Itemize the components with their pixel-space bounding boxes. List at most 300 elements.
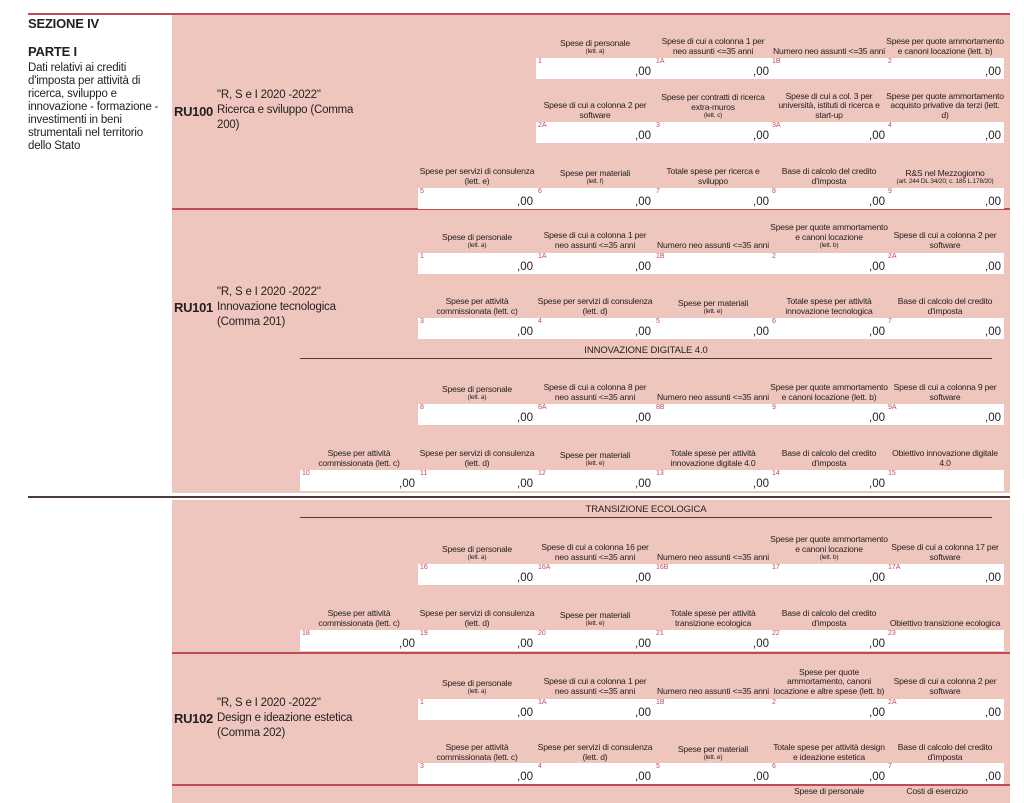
field-label-ru100-fields-4	[536, 86, 654, 120]
input-field-ru101-fields-5[interactable]	[418, 318, 536, 339]
input-field-ru102-fields-2[interactable]	[654, 699, 772, 720]
field-number: 1	[420, 253, 424, 260]
field-label-ru101-eco-fields-2	[654, 520, 772, 562]
input-field-ru101-digital-fields-8[interactable]	[654, 470, 772, 491]
input-field-ru102-fields-9[interactable]	[886, 763, 1004, 784]
field-value: ,00	[869, 326, 885, 338]
field-number: 3	[656, 122, 660, 129]
field-label-sub: (lett. a)	[467, 242, 487, 249]
field-label-ru101-fields-3	[770, 212, 888, 250]
field-value: ,00	[635, 638, 651, 650]
section-description: Dati relativi ai crediti d'imposta per attività di ricerca, sviluppo e innovazione - formazione - investimenti in beni strumentali nel territorio dello Stato	[28, 62, 159, 152]
field-value: ,00	[753, 771, 769, 783]
field-label-text: Spese di cui a col. 3 per università, istituti di ricerca e start-up	[778, 90, 880, 120]
field-number: 18	[302, 630, 310, 637]
field-label-ru102-fields-5	[418, 726, 536, 762]
field-number: 16	[420, 564, 428, 571]
input-field-ru101-digital-fields-3[interactable]	[770, 404, 888, 425]
field-label-text: Spese per servizi di consulenza (lett. d)	[537, 742, 653, 762]
input-field-ru100-fields-12[interactable]	[886, 188, 1004, 209]
field-label-ru102-fields-2	[654, 656, 772, 696]
field-number: 4	[888, 122, 892, 129]
field-label-text: Spese per quote ammortamento acquisto privative da terzi (lett. d)	[886, 90, 1004, 120]
field-label-text: Spese di cui a colonna 17 per software	[891, 542, 999, 562]
field-label-sub: (lett. a)	[467, 394, 487, 401]
field-label-text: Spese di personale	[442, 383, 512, 394]
field-value: ,00	[517, 638, 533, 650]
field-value: ,00	[635, 707, 651, 719]
field-label-ru101-digital-fields-6	[418, 432, 536, 468]
field-label-text: Base di calcolo del credito d'imposta	[781, 448, 877, 468]
field-label-text: Numero neo assunti <=35 anni	[657, 551, 769, 562]
field-label-ru101-eco-fields-5	[300, 592, 418, 628]
field-number: 2	[772, 253, 776, 260]
field-label-text: Spese per contratti di ricerca extra-muros	[661, 92, 765, 112]
field-label-text: Spese per attività commissionata (lett. c)	[436, 742, 518, 762]
field-label-sub: (lett. e)	[585, 620, 605, 627]
field-label-ru101-eco-fields-0	[418, 520, 536, 562]
input-field-ru102-fields-8[interactable]	[770, 763, 888, 784]
field-number: 2A	[888, 253, 897, 260]
field-value: ,00	[985, 771, 1001, 783]
field-number: 22	[772, 630, 780, 637]
input-field-ru101-fields-4[interactable]	[886, 253, 1004, 274]
field-label-ru100-fields-8	[418, 150, 536, 186]
input-field-ru101-fields-3[interactable]	[770, 253, 888, 274]
row-code-ru102: RU102	[174, 711, 213, 726]
input-field-ru100-fields-1[interactable]	[654, 58, 772, 79]
field-label-ru101-digital-fields-2	[654, 364, 772, 402]
field-number: 21	[656, 630, 664, 637]
field-label-text: Spese di personale	[442, 543, 512, 554]
input-field-ru101-digital-fields-9[interactable]	[770, 470, 888, 491]
input-field-ru101-digital-fields-2[interactable]	[654, 404, 772, 425]
field-label-ru101-digital-fields-7	[536, 432, 654, 468]
field-label-ru101-fields-9	[886, 282, 1004, 316]
input-field-ru100-fields-7[interactable]	[886, 122, 1004, 143]
field-label-ru101-digital-fields-1	[536, 364, 654, 402]
field-number: 3A	[772, 122, 781, 129]
field-number: 2A	[538, 122, 547, 129]
next-label-esercizio: Costi di esercizio	[906, 785, 968, 796]
input-field-ru100-fields-11[interactable]	[770, 188, 888, 209]
field-label-ru102-fields-8	[770, 726, 888, 762]
field-label-ru102-fields-3	[770, 656, 888, 696]
field-value: ,00	[869, 707, 885, 719]
field-label-text: Spese di cui a colonna 2 per software	[543, 100, 647, 120]
input-field-ru101-fields-9[interactable]	[886, 318, 1004, 339]
field-value: ,00	[753, 478, 769, 490]
field-label-ru101-fields-5	[418, 282, 536, 316]
input-field-ru100-fields-5[interactable]	[654, 122, 772, 143]
field-number: 6	[772, 763, 776, 770]
field-number: 7	[888, 318, 892, 325]
field-label-ru101-fields-7	[654, 282, 772, 316]
input-field-ru101-eco-fields-1[interactable]	[536, 564, 654, 585]
field-number: 4	[538, 763, 542, 770]
field-number: 9A	[888, 404, 897, 411]
input-field-ru101-digital-fields-5[interactable]	[300, 470, 418, 491]
field-label-text: Spese per materiali	[559, 449, 631, 460]
field-value: ,00	[635, 130, 651, 142]
field-label-text: Spese per servizi di consulenza (lett. d)	[537, 296, 653, 316]
field-number: 8	[420, 404, 424, 411]
field-label-ru101-digital-fields-9	[770, 432, 888, 468]
field-label-ru100-fields-0	[536, 18, 654, 56]
input-field-ru101-digital-fields-0[interactable]	[418, 404, 536, 425]
field-number: 8	[772, 188, 776, 195]
field-label-text: Spese per attività commissionata (lett. c)	[436, 296, 518, 316]
input-field-ru101-fields-7[interactable]	[654, 318, 772, 339]
input-field-ru101-eco-fields-7[interactable]	[536, 630, 654, 651]
field-label-ru101-fields-4	[886, 212, 1004, 250]
input-field-ru100-fields-2[interactable]	[770, 58, 888, 79]
field-label-sub: (lett. a)	[467, 688, 487, 695]
field-label-ru101-digital-fields-5	[300, 432, 418, 468]
field-number: 14	[772, 470, 780, 477]
input-field-ru101-digital-fields-6[interactable]	[418, 470, 536, 491]
field-label-text: Numero neo assunti <=35 anni	[657, 391, 769, 402]
field-value: ,00	[635, 412, 651, 424]
input-field-ru101-fields-8[interactable]	[770, 318, 888, 339]
field-label-ru101-fields-1	[536, 212, 654, 250]
input-field-ru102-fields-6[interactable]	[536, 763, 654, 784]
field-label-ru101-eco-fields-8	[654, 592, 772, 628]
field-label-sub: (lett. a)	[467, 554, 487, 561]
field-label-text: Numero neo assunti <=35 anni	[773, 45, 885, 56]
field-label-text: Spese di cui a colonna 1 per neo assunti <=35 anni	[543, 230, 647, 250]
field-label-ru101-digital-fields-0	[418, 364, 536, 402]
field-value: ,00	[869, 638, 885, 650]
field-label-ru101-fields-0	[418, 212, 536, 250]
input-field-ru101-eco-fields-6[interactable]	[418, 630, 536, 651]
input-field-ru100-fields-4[interactable]	[536, 122, 654, 143]
rule-page-break	[28, 496, 1010, 498]
field-label-ru100-fields-3	[886, 18, 1004, 56]
field-label-text: Spese di cui a colonna 1 per neo assunti <=35 anni	[543, 676, 647, 696]
field-number: 10	[302, 470, 310, 477]
field-value: ,00	[635, 771, 651, 783]
field-label-text: Spese di cui a colonna 1 per neo assunti <=35 anni	[661, 36, 765, 56]
field-number: 15	[888, 470, 896, 477]
input-field-ru101-eco-fields-0[interactable]	[418, 564, 536, 585]
section-title: SEZIONE IV	[28, 16, 99, 31]
field-number: 1A	[538, 699, 547, 706]
field-number: 19	[420, 630, 428, 637]
input-field-ru100-fields-8[interactable]	[418, 188, 536, 209]
field-number: 5	[656, 318, 660, 325]
field-number: 16A	[538, 564, 551, 571]
field-value: ,00	[985, 130, 1001, 142]
field-number: 23	[888, 630, 896, 637]
rule-digital	[300, 358, 992, 359]
field-number: 5	[656, 763, 660, 770]
field-value: ,00	[517, 326, 533, 338]
field-label-ru100-fields-7	[886, 86, 1004, 120]
rule-ru101-bottom	[172, 652, 1010, 654]
field-label-ru101-eco-fields-6	[418, 592, 536, 628]
field-label-text: Totale spese per attività innovazione tecnologica	[785, 296, 873, 316]
field-label-text: Spese per quote ammortamento e canoni locazione	[770, 222, 888, 242]
field-label-text: Spese per quote ammortamento e canoni locazione	[770, 534, 888, 554]
input-field-ru101-eco-fields-2[interactable]	[654, 564, 772, 585]
field-label-text: Spese per servizi di consulenza (lett. e)	[419, 166, 535, 186]
field-label-ru101-eco-fields-3	[770, 520, 888, 562]
input-field-ru101-fields-2[interactable]	[654, 253, 772, 274]
field-label-ru102-fields-1	[536, 656, 654, 696]
field-label-text: Base di calcolo del credito d'imposta	[781, 166, 877, 186]
field-label-text: Spese per quote ammortamento, canoni locazione e altre spese (lett. b)	[773, 666, 885, 696]
field-value: ,00	[985, 196, 1001, 208]
field-value: ,00	[869, 261, 885, 273]
row-code-ru101: RU101	[174, 300, 213, 315]
field-value: ,00	[985, 66, 1001, 78]
field-value: ,00	[869, 412, 885, 424]
field-number: 17	[772, 564, 780, 571]
field-number: 2	[772, 699, 776, 706]
field-label-ru100-fields-11	[770, 150, 888, 186]
field-label-sub: (lett. e)	[703, 308, 723, 315]
field-label-text: Numero neo assunti <=35 anni	[657, 239, 769, 250]
field-value: ,00	[399, 638, 415, 650]
field-number: 1A	[538, 253, 547, 260]
field-label-ru101-eco-fields-7	[536, 592, 654, 628]
field-value: ,00	[635, 326, 651, 338]
field-label-sub: (lett. c)	[703, 112, 723, 119]
field-label-text: Spese di cui a colonna 2 per software	[893, 230, 997, 250]
input-field-ru101-eco-fields-8[interactable]	[654, 630, 772, 651]
field-value: ,00	[753, 196, 769, 208]
field-label-text: Spese per attività commissionata (lett. c)	[318, 448, 400, 468]
field-number: 20	[538, 630, 546, 637]
input-field-ru101-eco-fields-3[interactable]	[770, 564, 888, 585]
field-label-ru101-digital-fields-4	[886, 364, 1004, 402]
field-value: ,00	[517, 261, 533, 273]
field-label-text: Totale spese per attività transizione ecologica	[670, 608, 756, 628]
field-number: 5	[420, 188, 424, 195]
field-label-text: Totale spese per attività design e ideazione estetica	[773, 742, 885, 762]
input-field-ru100-fields-9[interactable]	[536, 188, 654, 209]
rule-eco	[300, 517, 992, 518]
field-number: 9	[888, 188, 892, 195]
part-title: PARTE I	[28, 44, 77, 59]
digital-title: INNOVAZIONE DIGITALE 4.0	[584, 345, 708, 356]
field-label-text: Spese di cui a colonna 8 per neo assunti <=35 anni	[543, 382, 647, 402]
field-value: ,00	[635, 261, 651, 273]
field-label-text: Obiettivo transizione ecologica	[889, 617, 1001, 628]
field-value: ,00	[517, 572, 533, 584]
field-label-text: Spese di personale	[442, 677, 512, 688]
input-field-ru102-fields-4[interactable]	[886, 699, 1004, 720]
field-label-ru100-fields-1	[654, 18, 772, 56]
field-label-ru102-fields-6	[536, 726, 654, 762]
rule-top	[28, 13, 1010, 15]
field-number: 7	[888, 763, 892, 770]
field-value: ,00	[869, 196, 885, 208]
field-value: ,00	[635, 196, 651, 208]
field-label-text: Spese per attività commissionata (lett. c)	[318, 608, 400, 628]
field-label-ru101-fields-6	[536, 282, 654, 316]
field-number: 1B	[656, 699, 665, 706]
field-value: ,00	[753, 130, 769, 142]
field-label-text: Spese per materiali	[559, 609, 631, 620]
field-label-text: Obiettivo innovazione digitale 4.0	[892, 448, 998, 468]
field-value: ,00	[517, 707, 533, 719]
field-value: ,00	[517, 196, 533, 208]
input-field-ru101-digital-fields-7[interactable]	[536, 470, 654, 491]
field-label-sub: (art. 244 DL 34/20; c. 185 L.178/20)	[896, 178, 994, 185]
field-value: ,00	[985, 412, 1001, 424]
field-value: ,00	[635, 572, 651, 584]
field-label-text: Base di calcolo del credito d'imposta	[897, 742, 993, 762]
field-label-text: Spese per servizi di consulenza (lett. d)	[419, 608, 535, 628]
field-label-sub: (lett. f)	[586, 178, 604, 185]
field-label-text: Numero neo assunti <=35 anni	[657, 685, 769, 696]
input-field-ru101-fields-6[interactable]	[536, 318, 654, 339]
field-value: ,00	[869, 572, 885, 584]
field-label-ru100-fields-5	[654, 86, 772, 120]
field-number: 2	[888, 58, 892, 65]
field-number: 6	[772, 318, 776, 325]
field-value: ,00	[517, 478, 533, 490]
input-field-ru100-fields-0[interactable]	[536, 58, 654, 79]
input-field-ru101-digital-fields-10[interactable]	[886, 470, 1004, 491]
input-field-ru101-digital-fields-1[interactable]	[536, 404, 654, 425]
field-value: ,00	[869, 478, 885, 490]
field-label-sub: (lett. e)	[703, 754, 723, 761]
field-label-text: Spese per servizi di consulenza (lett. d)	[419, 448, 535, 468]
field-label-text: Spese per materiali	[677, 743, 749, 754]
row-code-ru100: RU100	[174, 104, 213, 119]
input-field-ru100-fields-6[interactable]	[770, 122, 888, 143]
row-title-ru102: "R, S e I 2020 -2022" Design e ideazione estetica (Comma 202)	[217, 697, 353, 739]
input-field-ru101-fields-0[interactable]	[418, 253, 536, 274]
field-label-ru100-fields-2	[770, 18, 888, 56]
field-value: ,00	[985, 261, 1001, 273]
field-value: ,00	[635, 66, 651, 78]
field-label-sub: (lett. a)	[585, 48, 605, 55]
field-label-ru101-eco-fields-1	[536, 520, 654, 562]
field-number: 8B	[656, 404, 665, 411]
field-value: ,00	[753, 638, 769, 650]
input-field-ru101-eco-fields-5[interactable]	[300, 630, 418, 651]
field-number: 8A	[538, 404, 547, 411]
field-value: ,00	[985, 707, 1001, 719]
field-label-ru100-fields-9	[536, 150, 654, 186]
field-label-ru100-fields-6	[770, 86, 888, 120]
field-number: 11	[420, 470, 428, 477]
input-field-ru101-eco-fields-4[interactable]	[886, 564, 1004, 585]
field-label-text: Totale spese per ricerca e sviluppo	[666, 166, 760, 186]
field-value: ,00	[985, 572, 1001, 584]
field-number: 1B	[656, 253, 665, 260]
input-field-ru100-fields-10[interactable]	[654, 188, 772, 209]
field-label-ru101-eco-fields-9	[770, 592, 888, 628]
field-label-ru101-eco-fields-10	[886, 592, 1004, 628]
field-label-ru100-fields-12	[886, 150, 1004, 186]
next-label-personale: Spese di personale	[794, 785, 864, 796]
input-field-ru102-fields-7[interactable]	[654, 763, 772, 784]
field-label-ru101-fields-8	[770, 282, 888, 316]
field-number: 2A	[888, 699, 897, 706]
field-number: 13	[656, 470, 664, 477]
field-label-ru101-digital-fields-10	[886, 432, 1004, 468]
field-label-text: Spese di cui a colonna 9 per software	[893, 382, 997, 402]
field-number: 16B	[656, 564, 669, 571]
field-label-text: Base di calcolo del credito d'imposta	[781, 608, 877, 628]
field-label-ru102-fields-7	[654, 726, 772, 762]
field-value: ,00	[985, 326, 1001, 338]
field-number: 7	[656, 188, 660, 195]
field-value: ,00	[753, 66, 769, 78]
field-label-ru100-fields-10	[654, 150, 772, 186]
field-value: ,00	[399, 478, 415, 490]
field-label-text: Spese di personale	[560, 37, 630, 48]
field-label-text: Base di calcolo del credito d'imposta	[897, 296, 993, 316]
field-number: 3	[420, 318, 424, 325]
field-label-text: Spese di personale	[442, 231, 512, 242]
field-value: ,00	[517, 771, 533, 783]
input-field-ru100-fields-3[interactable]	[886, 58, 1004, 79]
field-label-sub: (lett. e)	[585, 460, 605, 467]
field-label-ru101-digital-fields-8	[654, 432, 772, 468]
field-value: ,00	[517, 412, 533, 424]
field-label-ru101-digital-fields-3	[770, 364, 888, 402]
input-field-ru101-digital-fields-4[interactable]	[886, 404, 1004, 425]
input-field-ru102-fields-3[interactable]	[770, 699, 888, 720]
field-number: 9	[772, 404, 776, 411]
field-number: 17A	[888, 564, 901, 571]
field-number: 1	[538, 58, 542, 65]
field-label-text: Spese per materiali	[559, 167, 631, 178]
input-field-ru101-eco-fields-10[interactable]	[886, 630, 1004, 651]
field-label-ru102-fields-9	[886, 726, 1004, 762]
field-label-ru102-fields-4	[886, 656, 1004, 696]
field-value: ,00	[635, 478, 651, 490]
field-number: 6	[538, 188, 542, 195]
field-label-text: R&S nel Mezzogiorno	[905, 167, 985, 178]
field-label-sub: (lett. b)	[819, 242, 839, 249]
field-number: 4	[538, 318, 542, 325]
field-label-text: Spese di cui a colonna 16 per neo assunti <=35 anni	[541, 542, 649, 562]
field-label-ru101-eco-fields-4	[886, 520, 1004, 562]
field-label-text: Spese per materiali	[677, 297, 749, 308]
row-title-ru101: "R, S e I 2020 -2022" Innovazione tecnologica (Comma 201)	[217, 286, 336, 328]
field-number: 12	[538, 470, 546, 477]
field-number: 1	[420, 699, 424, 706]
field-label-text: Spese di cui a colonna 2 per software	[893, 676, 997, 696]
field-label-text: Totale spese per attività innovazione digitale 4.0	[670, 448, 756, 468]
input-field-ru101-eco-fields-9[interactable]	[770, 630, 888, 651]
field-number: 3	[420, 763, 424, 770]
row-title-ru100: "R, S e I 2020 -2022" Ricerca e sviluppo (Comma 200)	[217, 89, 354, 131]
field-number: 1A	[656, 58, 665, 65]
field-label-sub: (lett. b)	[819, 554, 839, 561]
input-field-ru102-fields-5[interactable]	[418, 763, 536, 784]
field-label-text: Spese per quote ammortamento e canoni locazione (lett. b)	[770, 382, 888, 402]
field-value: ,00	[753, 326, 769, 338]
eco-title: TRANSIZIONE ECOLOGICA	[585, 504, 707, 515]
input-field-ru102-fields-0[interactable]	[418, 699, 536, 720]
field-value: ,00	[869, 771, 885, 783]
input-field-ru101-fields-1[interactable]	[536, 253, 654, 274]
field-label-ru102-fields-0	[418, 656, 536, 696]
field-label-ru101-fields-2	[654, 212, 772, 250]
field-value: ,00	[869, 130, 885, 142]
input-field-ru102-fields-1[interactable]	[536, 699, 654, 720]
field-number: 1B	[772, 58, 781, 65]
field-label-text: Spese per quote ammortamento e canoni locazione (lett. b)	[886, 36, 1004, 56]
